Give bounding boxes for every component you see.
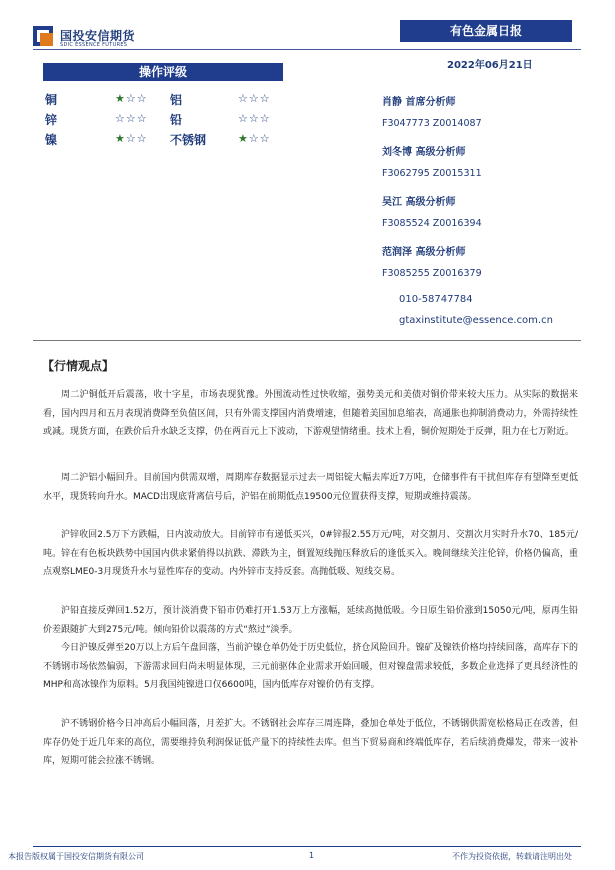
star-empty-icon: ☆ bbox=[248, 132, 260, 145]
star-rating bbox=[115, 132, 148, 145]
metal-name: 不锈钢 bbox=[170, 133, 207, 147]
rating-title-bar: 操作评级 bbox=[43, 63, 283, 81]
analyst-name: 刘冬博 高级分析师 bbox=[382, 147, 466, 158]
analyst-id: F3047773 Z0014087 bbox=[382, 118, 482, 129]
paragraph-aluminum: 周二沪铝小幅回升。目前国内供需双增，周期库存数据显示过去一周铝锭大幅去库近7万吨，仓储事件有干扰但库存有望降至更低水平，现货转向升水。MACD出现底背离信号后，沪铝在前期低点19500元位置获得支撑，短期或维持震荡。 bbox=[43, 473, 578, 502]
analyst-id: F3085524 Z0016394 bbox=[382, 218, 482, 229]
star-empty-icon: ☆ bbox=[238, 112, 249, 125]
star-empty-icon: ☆ bbox=[115, 112, 126, 125]
star-empty-icon: ☆ bbox=[238, 92, 249, 105]
header-divider bbox=[33, 49, 581, 50]
metal-name: 锌 bbox=[45, 113, 58, 127]
paragraph-zinc: 沪锌收回2.5万下方跌幅，日内波动放大。目前锌市有递低买兴，0#锌报2.55万元/吨，对交割月、交割次月实时升水70、185元/吨。锌在有色板块跌势中国国内供求紧俏得以抗跌、滞跌为主，倒置短线抛压释放后的逢低买入。晚间继续关注伦锌，价格仍偏高，重点观察LME0-3月现货升水与显性库存的变动。内外锌市支持反套。高抛低吸、短线交易。 bbox=[43, 530, 578, 577]
star-empty-icon: ☆ bbox=[136, 92, 148, 105]
star-rating bbox=[115, 92, 148, 105]
metal-name: 铜 bbox=[45, 93, 58, 107]
star-rating bbox=[238, 92, 271, 105]
company-logo-mark bbox=[33, 26, 53, 46]
star-empty-icon: ☆ bbox=[248, 112, 260, 125]
star-rating bbox=[238, 132, 271, 145]
analyst-name: 范润泽 高级分析师 bbox=[382, 247, 466, 258]
star-empty-icon: ☆ bbox=[259, 132, 271, 145]
star-empty-icon: ☆ bbox=[259, 112, 271, 125]
star-empty-icon: ☆ bbox=[125, 132, 137, 145]
star-empty-icon: ☆ bbox=[136, 132, 148, 145]
star-filled-icon: ★ bbox=[115, 132, 126, 145]
paragraph-copper: 周二沪铜低开后震荡，收十字星，市场表现犹豫。外围流动性过快收缩，强势美元和美债对铜价带来较大压力。从实际的数据来看，国内四月和五月表现消费降至负值区间，只有外需支撑国内消费增速，但随着美国加息缩表，高通胀也抑制消费动力，外需持续性或减。现货方面，在跌价后升水缺乏支撑，仍在两百元上下波动，下游观望情绪重。技术上看，铜价短期处于反弹，阻力在七万附近。 bbox=[43, 390, 578, 437]
report-date: 2022年06月21日 bbox=[447, 60, 533, 71]
footer-disclaimer: 不作为投资依据，转载请注明出处 bbox=[452, 852, 572, 861]
star-empty-icon: ☆ bbox=[259, 92, 271, 105]
star-rating bbox=[115, 112, 148, 125]
star-filled-icon: ★ bbox=[115, 92, 126, 105]
analyst-name: 肖静 首席分析师 bbox=[382, 97, 456, 108]
footer-divider bbox=[33, 846, 581, 847]
star-empty-icon: ☆ bbox=[136, 112, 148, 125]
section-title: 【行情观点】 bbox=[42, 359, 115, 373]
company-logo-text: 国投安信期货 bbox=[60, 29, 136, 43]
report-title-badge: 有色金属日报 bbox=[400, 20, 572, 42]
metal-name: 镍 bbox=[45, 133, 58, 147]
analyst-id: F3085255 Z0016379 bbox=[382, 268, 482, 279]
star-rating bbox=[238, 112, 271, 125]
metal-name: 铝 bbox=[170, 93, 183, 107]
star-empty-icon: ☆ bbox=[248, 92, 260, 105]
analyst-name: 吴江 高级分析师 bbox=[382, 197, 456, 208]
section-divider bbox=[33, 340, 581, 341]
star-empty-icon: ☆ bbox=[125, 112, 137, 125]
paragraph-stainless: 沪不锈钢价格今日冲高后小幅回落，月差扩大。不锈钢社会库存三周连降，叠加仓单处于低位，不锈钢供需宽松格局正在改善，但库存仍处于近几年来的高位，需要维持负利润保证低产量下的持续性去库。但当下贸易商和终端低库存，若后续消费爆发，带来一波补库，短期可能会拉涨不锈钢。 bbox=[43, 719, 578, 766]
paragraph-lead: 沪铅直接反弹回1.52万，预计淡消费下铅市仍难打开1.53万上方涨幅，延续高抛低吸。今日原生铅价涨到15050元/吨，原再生铅价差跟随扩大到275元/吨。倾向铅价以震荡的方式“熬过”淡季。 bbox=[43, 606, 578, 635]
star-filled-icon: ★ bbox=[238, 132, 249, 145]
star-empty-icon: ☆ bbox=[125, 92, 137, 105]
company-logo-english: SDIC ESSENCE FUTURES bbox=[60, 42, 128, 48]
paragraph-nickel: 今日沪镍反弹至20万以上方后午盘回落，当前沪镍仓单仍处于历史低位，挤仓风险回升。镍矿及镍铁价格均持续回落，高库存下的不锈钢市场依然偏弱，下游需求回归尚未明显体现，三元前驱体企业需求开始回暖，但对镍盘需求较低，多数企业选择了更具经济性的MHP和高冰镍作为原料。5月我国纯镍进口仅6600吨，国内低库存对镍价仍有支撑。 bbox=[43, 643, 578, 690]
footer-copyright: 本报告版权属于国投安信期货有限公司 bbox=[8, 852, 144, 861]
metal-name: 铅 bbox=[170, 113, 183, 127]
contact-email[interactable]: gtaxinstitute@essence.com.cn bbox=[399, 315, 553, 326]
analyst-id: F3062795 Z0015311 bbox=[382, 168, 482, 179]
page-number: 1 bbox=[309, 851, 315, 860]
contact-phone: 010-58747784 bbox=[399, 294, 473, 305]
